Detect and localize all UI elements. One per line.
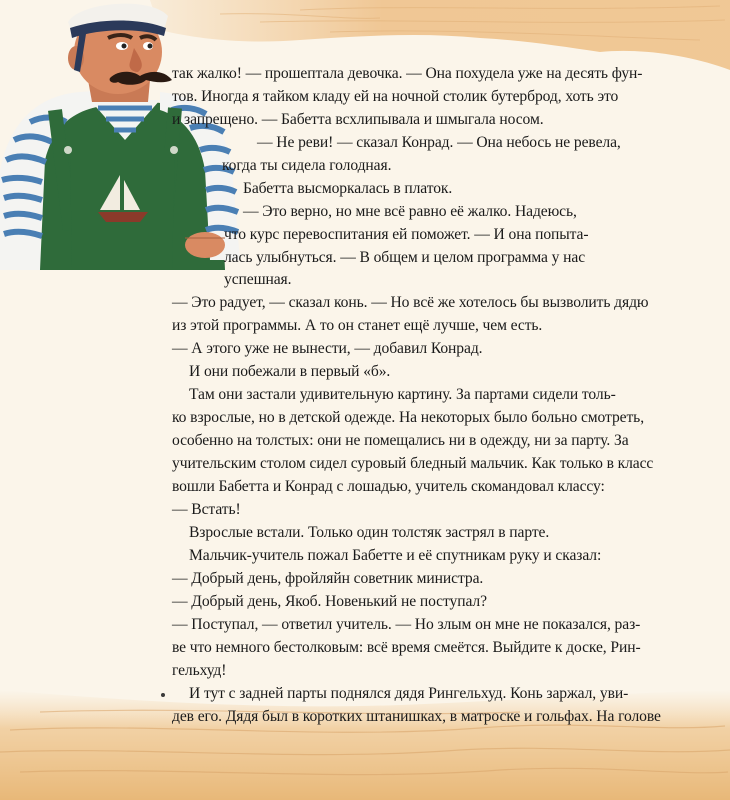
text-line: гельхуд! <box>172 662 227 679</box>
text-line: лась улыбнуться. — В общем и целом программа у нас <box>224 249 586 266</box>
text-line: Бабетта высморкалась в платок. <box>243 180 453 197</box>
text-line: Там они застали удивительную картину. За партами сидели толь- <box>189 386 616 403</box>
text-line: — А этого уже не вынести, — добавил Конрад. <box>172 340 483 357</box>
text-line: тов. Иногда я тайком кладу ей на ночной столик бутерброд, хоть это <box>172 88 619 105</box>
text-line: — Добрый день, фройляйн советник министра. <box>172 570 484 587</box>
text-line: И они побежали в первый «б». <box>189 363 391 380</box>
text-line: Мальчик-учитель пожал Бабетте и её спутникам руку и сказал: <box>189 547 602 564</box>
text-line: ко взрослые, но в детской одежде. На некоторых было больно смотреть, <box>172 409 644 426</box>
text-line: Взрослые встали. Только один толстяк застрял в парте. <box>189 524 550 541</box>
text-line: учительским столом сидел суровый бледный мальчик. Как только в класс <box>172 455 654 472</box>
text-line: И тут с задней парты поднялся дядя Рингельхуд. Конь заржал, уви- <box>189 685 629 702</box>
text-line: вошли Бабетта и Конрад с лошадью, учитель скомандовал классу: <box>172 478 605 495</box>
text-line: дев его. Дядя был в коротких штанишках, в матроске и гольфах. На голове <box>172 708 661 725</box>
text-line: ве что немного бестолковым: всё время смеётся. Выйдите к доске, Рин- <box>172 639 641 656</box>
text-line: — Добрый день, Якоб. Новенький не поступал? <box>172 593 487 610</box>
text-line: особенно на толстых: они не помещались ни в одежду, ни за парту. За <box>172 432 629 449</box>
text-line: — Не реви! — сказал Конрад. — Она небось не ревела, <box>257 134 621 151</box>
text-line: и запрещено. — Бабетта всхлипывала и шмыгала носом. <box>172 111 544 128</box>
text-line: успешная. <box>224 271 292 288</box>
text-line: когда ты сидела голодная. <box>222 157 392 174</box>
text-line: что курс перевоспитания ей поможет. — И она попыта- <box>224 226 589 243</box>
text-line: так жалко! — прошептала девочка. — Она похудела уже на десять фун- <box>172 65 643 82</box>
text-line: из этой программы. А то он станет ещё лучше, чем есть. <box>172 317 543 334</box>
text-line: — Встать! <box>172 501 241 518</box>
text-line: — Это радует, — сказал конь. — Но всё же хотелось бы вызволить дядю <box>172 294 649 311</box>
text-line: — Поступал, — ответил учитель. — Но злым он мне не показался, раз- <box>172 616 641 633</box>
text-line: — Это верно, но мне всё равно её жалко. Надеюсь, <box>243 203 577 220</box>
stray-dot <box>161 693 165 697</box>
